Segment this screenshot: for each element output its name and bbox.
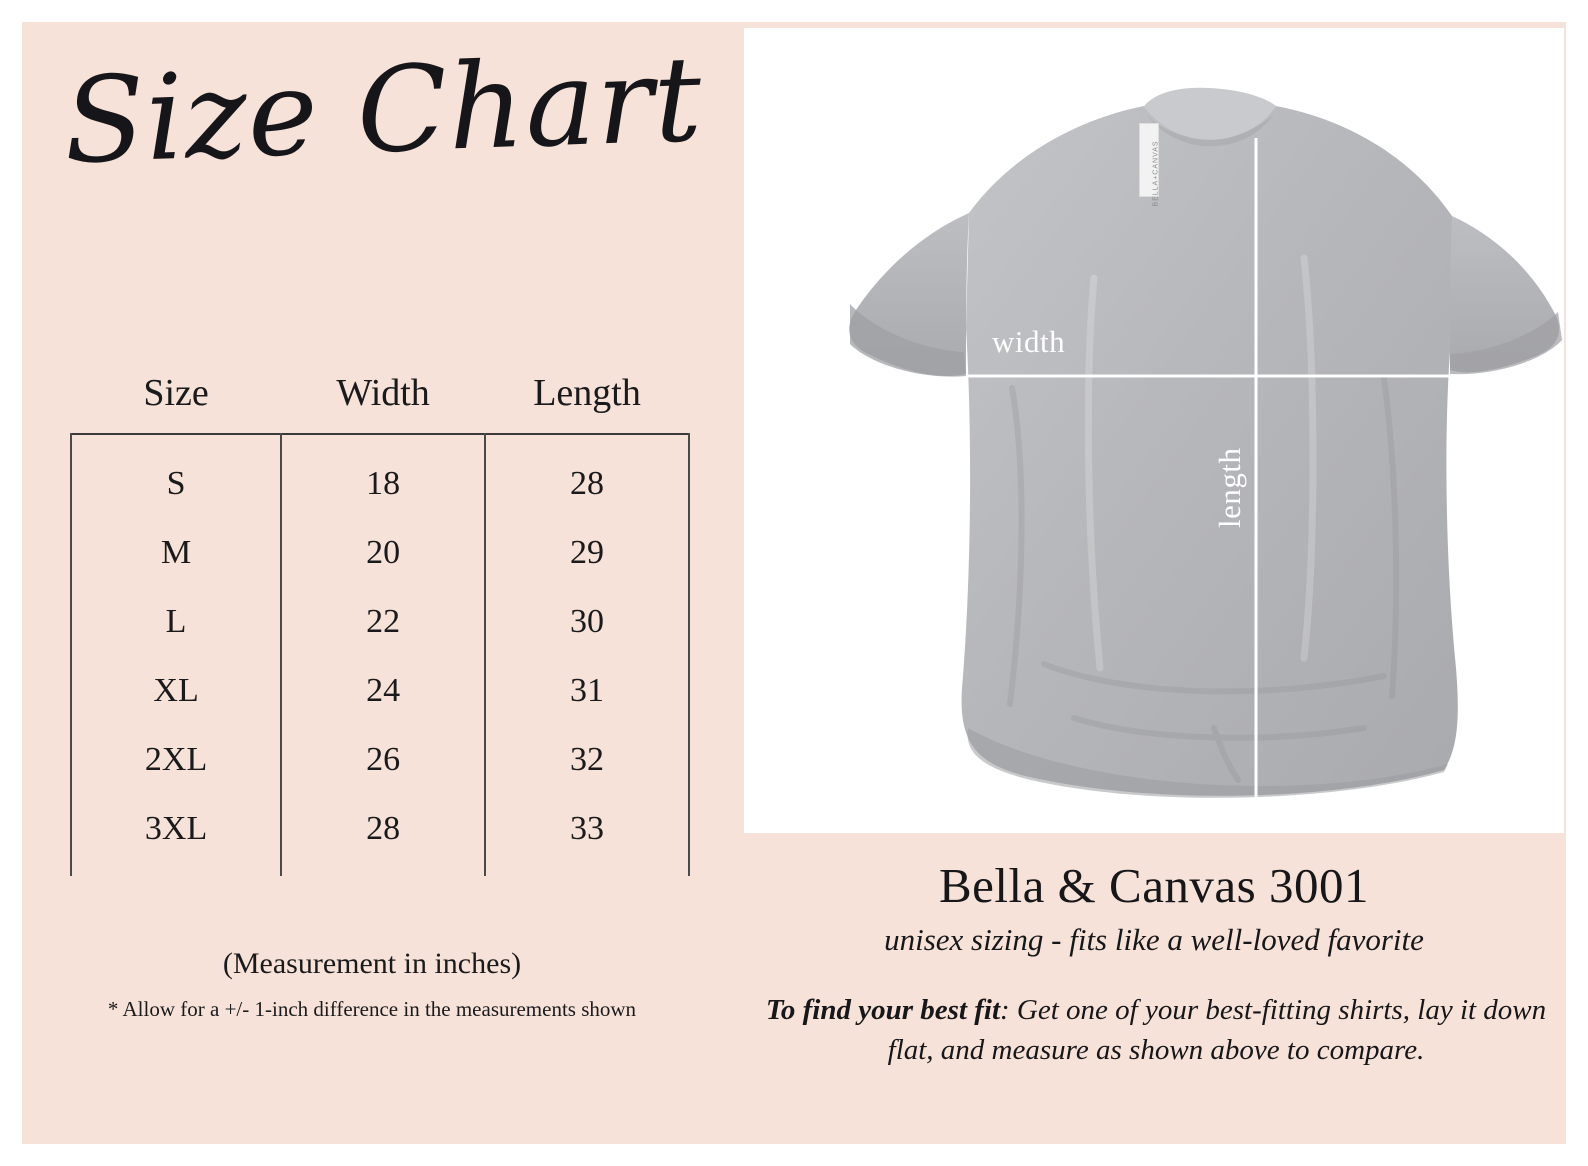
table-header-row [71,370,689,434]
size-table-head [71,370,689,434]
length-label: length [1212,447,1247,528]
table-row [71,518,689,587]
cell-size: L [71,587,281,656]
left-panel [22,22,722,1144]
allowance-note: * Allow for a +/- 1-inch difference in the measurements shown [107,997,637,1021]
fit-instructions [744,990,1568,1070]
column-header-width: Width [336,372,430,414]
size-table-container [70,370,690,876]
cell-length: 33 [485,794,689,876]
cell-width: 20 [281,518,485,587]
cell-size: 2XL [71,725,281,794]
neck-tag-text: BELLA+CANVAS [1152,140,1160,207]
cell-length: 28 [485,434,689,518]
neck-tag-icon [1139,123,1160,207]
cell-width: 22 [281,587,485,656]
fit-instructions-text: : Get one of your best-fitting shirts, lay it down flat, and measure as shown above to compare. [887,994,1547,1067]
fit-instructions-label: To find your best fit [765,994,1001,1026]
measurement-note: (Measurement in inches) [222,947,522,980]
cell-length: 31 [485,656,689,725]
cell-length: 30 [485,587,689,656]
right-panel [722,22,1566,1144]
cell-width: 28 [281,794,485,876]
table-row [71,656,689,725]
cell-size: S [71,434,281,518]
tshirt-photo [744,28,1564,833]
table-row [71,587,689,656]
cell-width: 18 [281,434,485,518]
product-name: Bella & Canvas 3001 [938,858,1370,913]
size-table [70,370,690,876]
column-header-length: Length [533,372,641,414]
cell-size: 3XL [71,794,281,876]
cell-width: 24 [281,656,485,725]
product-subtitle: unisex sizing - fits like a well-loved favorite [884,922,1424,957]
page-title: Size Chart [61,29,705,190]
cell-size: XL [71,656,281,725]
table-row [71,725,689,794]
column-header-size: Size [143,372,209,414]
table-row [71,434,689,518]
cell-width: 26 [281,725,485,794]
size-table-body [71,434,689,876]
cell-length: 32 [485,725,689,794]
cell-length: 29 [485,518,689,587]
width-label: width [992,324,1066,359]
table-row [71,794,689,876]
cell-size: M [71,518,281,587]
